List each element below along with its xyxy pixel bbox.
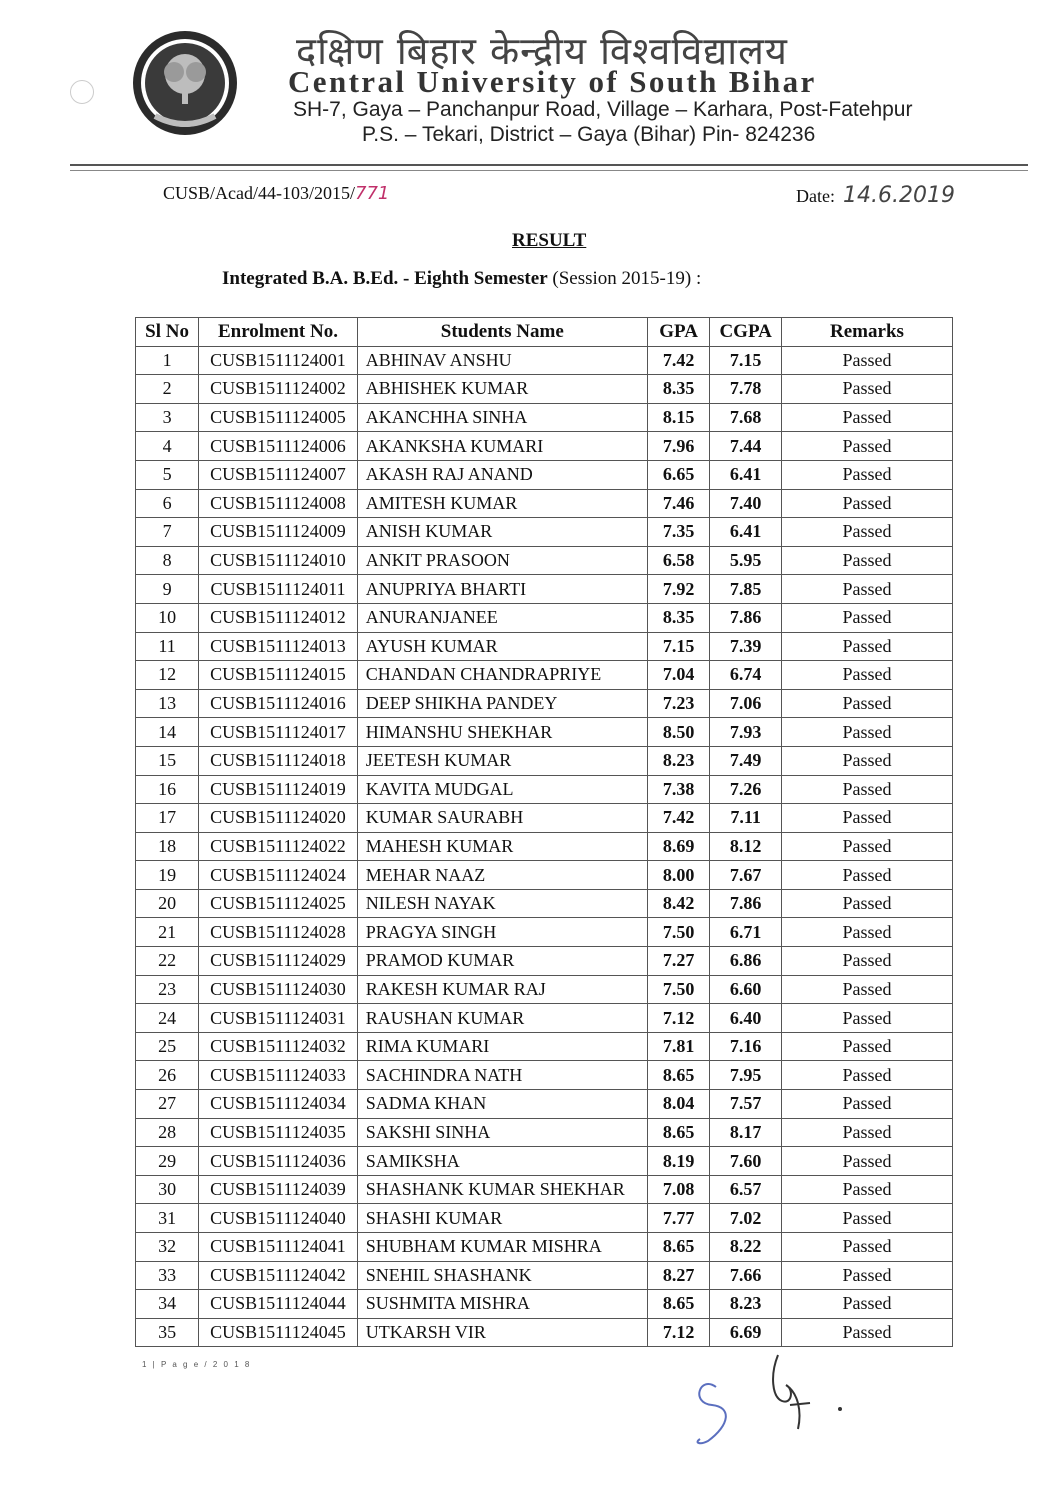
cgpa-cell: 7.86 [710,603,782,632]
table-row [136,1090,953,1119]
sl-no-cell: 21 [136,918,199,947]
date-value: 14.6.2019 [842,183,955,208]
enrolment-no-cell: CUSB1511124029 [199,947,358,976]
enrolment-no-cell: CUSB1511124044 [199,1290,358,1319]
table-row [136,546,953,575]
gpa-cell: 8.35 [647,375,710,404]
student-name-cell: SACHINDRA NATH [357,1061,647,1090]
gpa-cell: 8.00 [647,861,710,890]
gpa-cell: 6.65 [647,460,710,489]
remarks-cell: Passed [781,861,952,890]
gpa-cell: 7.35 [647,518,710,547]
enrolment-no-cell: CUSB1511124005 [199,403,358,432]
enrolment-no-cell: CUSB1511124025 [199,889,358,918]
cgpa-cell: 7.02 [710,1204,782,1233]
cgpa-cell: 7.44 [710,432,782,461]
punch-hole [70,80,94,104]
university-english-name: Central University of South Bihar [288,64,817,99]
cgpa-cell: 6.60 [710,975,782,1004]
student-name-cell: ABHINAV ANSHU [357,346,647,375]
table-row [136,1261,953,1290]
sl-no-cell: 26 [136,1061,199,1090]
cgpa-cell: 7.78 [710,375,782,404]
remarks-cell: Passed [781,1204,952,1233]
enrolment-no-cell: CUSB1511124022 [199,832,358,861]
student-name-cell: SHUBHAM KUMAR MISHRA [357,1233,647,1262]
table-row [136,1061,953,1090]
cgpa-cell: 7.86 [710,889,782,918]
sl-no-cell: 28 [136,1118,199,1147]
remarks-cell: Passed [781,489,952,518]
enrolment-no-cell: CUSB1511124015 [199,661,358,690]
gpa-cell: 7.92 [647,575,710,604]
student-name-cell: SADMA KHAN [357,1090,647,1119]
student-name-cell: SNEHIL SHASHANK [357,1261,647,1290]
sl-no-cell: 6 [136,489,199,518]
remarks-cell: Passed [781,1318,952,1347]
cgpa-cell: 7.85 [710,575,782,604]
gpa-cell: 8.15 [647,403,710,432]
gpa-cell: 8.50 [647,718,710,747]
student-name-cell: ANISH KUMAR [357,518,647,547]
sl-no-cell: 4 [136,432,199,461]
gpa-cell: 7.50 [647,975,710,1004]
cgpa-cell: 7.95 [710,1061,782,1090]
remarks-cell: Passed [781,1147,952,1176]
sl-no-cell: 13 [136,689,199,718]
remarks-cell: Passed [781,460,952,489]
sl-no-cell: 11 [136,632,199,661]
sl-no-cell: 30 [136,1175,199,1204]
sl-no-cell: 20 [136,889,199,918]
student-name-cell: SHASHI KUMAR [357,1204,647,1233]
student-name-cell: ABHISHEK KUMAR [357,375,647,404]
student-name-cell: MEHAR NAAZ [357,861,647,890]
enrolment-no-cell: CUSB1511124032 [199,1032,358,1061]
table-row [136,975,953,1004]
gpa-cell: 7.42 [647,804,710,833]
gpa-cell: 7.38 [647,775,710,804]
cgpa-cell: 7.15 [710,346,782,375]
student-name-cell: ANUPRIYA BHARTI [357,575,647,604]
enrolment-no-cell: CUSB1511124018 [199,746,358,775]
student-name-cell: SAMIKSHA [357,1147,647,1176]
enrolment-no-cell: CUSB1511124028 [199,918,358,947]
sl-no-cell: 3 [136,403,199,432]
student-name-cell: ANKIT PRASOON [357,546,647,575]
sl-no-cell: 17 [136,804,199,833]
enrolment-no-cell: CUSB1511124007 [199,460,358,489]
gpa-cell: 7.77 [647,1204,710,1233]
student-name-cell: ANURANJANEE [357,603,647,632]
table-row [136,518,953,547]
cgpa-cell: 6.69 [710,1318,782,1347]
sl-no-cell: 23 [136,975,199,1004]
table-row [136,775,953,804]
table-row [136,861,953,890]
remarks-cell: Passed [781,1290,952,1319]
header-divider [70,164,1028,171]
gpa-cell: 7.46 [647,489,710,518]
enrolment-no-cell: CUSB1511124006 [199,432,358,461]
student-name-cell: AMITESH KUMAR [357,489,647,518]
enrolment-no-cell: CUSB1511124024 [199,861,358,890]
student-name-cell: DEEP SHIKHA PANDEY [357,689,647,718]
remarks-cell: Passed [781,632,952,661]
table-row [136,746,953,775]
reference-number-text: CUSB/Acad/44-103/2015/ [163,183,355,203]
gpa-cell: 8.65 [647,1118,710,1147]
enrolment-no-cell: CUSB1511124008 [199,489,358,518]
remarks-cell: Passed [781,832,952,861]
header-enrolment-no: Enrolment No. [199,318,358,347]
table-row [136,689,953,718]
sl-no-cell: 1 [136,346,199,375]
gpa-cell: 8.27 [647,1261,710,1290]
student-name-cell: AKANCHHA SINHA [357,403,647,432]
remarks-cell: Passed [781,804,952,833]
gpa-cell: 8.19 [647,1147,710,1176]
sl-no-cell: 35 [136,1318,199,1347]
student-name-cell: RAKESH KUMAR RAJ [357,975,647,1004]
gpa-cell: 8.65 [647,1290,710,1319]
remarks-cell: Passed [781,661,952,690]
table-row [136,1204,953,1233]
remarks-cell: Passed [781,718,952,747]
signature-icon [670,1345,870,1455]
enrolment-no-cell: CUSB1511124041 [199,1233,358,1262]
remarks-cell: Passed [781,889,952,918]
student-name-cell: JEETESH KUMAR [357,746,647,775]
sl-no-cell: 5 [136,460,199,489]
remarks-cell: Passed [781,546,952,575]
cgpa-cell: 7.06 [710,689,782,718]
student-name-cell: CHANDAN CHANDRAPRIYE [357,661,647,690]
date-label: Date: [796,186,835,206]
remarks-cell: Passed [781,1004,952,1033]
address-line-2: P.S. – Tekari, District – Gaya (Bihar) Pin- 824236 [362,123,816,146]
header-gpa: GPA [647,318,710,347]
remarks-cell: Passed [781,1090,952,1119]
table-row [136,575,953,604]
remarks-cell: Passed [781,1175,952,1204]
gpa-cell: 7.50 [647,918,710,947]
table-row [136,460,953,489]
gpa-cell: 7.27 [647,947,710,976]
reference-number-handwritten: 771 [355,183,390,204]
cgpa-cell: 7.11 [710,804,782,833]
gpa-cell: 7.96 [647,432,710,461]
remarks-cell: Passed [781,947,952,976]
cgpa-cell: 8.23 [710,1290,782,1319]
table-row [136,432,953,461]
cgpa-cell: 7.66 [710,1261,782,1290]
header-student-name: Students Name [357,318,647,347]
cgpa-cell: 6.86 [710,947,782,976]
enrolment-no-cell: CUSB1511124010 [199,546,358,575]
student-name-cell: HIMANSHU SHEKHAR [357,718,647,747]
enrolment-no-cell: CUSB1511124011 [199,575,358,604]
sl-no-cell: 34 [136,1290,199,1319]
reference-number [163,183,389,204]
table-row [136,918,953,947]
enrolment-no-cell: CUSB1511124039 [199,1175,358,1204]
sl-no-cell: 12 [136,661,199,690]
enrolment-no-cell: CUSB1511124042 [199,1261,358,1290]
sl-no-cell: 32 [136,1233,199,1262]
cgpa-cell: 7.40 [710,489,782,518]
enrolment-no-cell: CUSB1511124031 [199,1004,358,1033]
remarks-cell: Passed [781,1233,952,1262]
gpa-cell: 8.23 [647,746,710,775]
enrolment-no-cell: CUSB1511124034 [199,1090,358,1119]
enrolment-no-cell: CUSB1511124013 [199,632,358,661]
table-row [136,603,953,632]
sl-no-cell: 9 [136,575,199,604]
enrolment-no-cell: CUSB1511124009 [199,518,358,547]
table-row [136,1175,953,1204]
table-row [136,1233,953,1262]
cgpa-cell: 8.17 [710,1118,782,1147]
gpa-cell: 6.58 [647,546,710,575]
student-name-cell: PRAMOD KUMAR [357,947,647,976]
cgpa-cell: 7.93 [710,718,782,747]
remarks-cell: Passed [781,518,952,547]
remarks-cell: Passed [781,1261,952,1290]
sl-no-cell: 25 [136,1032,199,1061]
gpa-cell: 7.12 [647,1318,710,1347]
enrolment-no-cell: CUSB1511124036 [199,1147,358,1176]
gpa-cell: 8.69 [647,832,710,861]
gpa-cell: 7.08 [647,1175,710,1204]
student-name-cell: SAKSHI SINHA [357,1118,647,1147]
cgpa-cell: 5.95 [710,546,782,575]
table-row [136,804,953,833]
sl-no-cell: 7 [136,518,199,547]
student-name-cell: UTKARSH VIR [357,1318,647,1347]
remarks-cell: Passed [781,746,952,775]
remarks-cell: Passed [781,432,952,461]
cgpa-cell: 6.57 [710,1175,782,1204]
table-row [136,1318,953,1347]
page-footer: 1 | P a g e / 2 0 1 8 [142,1360,252,1369]
sl-no-cell: 14 [136,718,199,747]
student-name-cell: AKASH RAJ ANAND [357,460,647,489]
gpa-cell: 7.81 [647,1032,710,1061]
enrolment-no-cell: CUSB1511124016 [199,689,358,718]
remarks-cell: Passed [781,1032,952,1061]
enrolment-no-cell: CUSB1511124001 [199,346,358,375]
table-row [136,718,953,747]
student-name-cell: SUSHMITA MISHRA [357,1290,647,1319]
cgpa-cell: 7.67 [710,861,782,890]
gpa-cell: 7.23 [647,689,710,718]
document-date [796,183,955,208]
remarks-cell: Passed [781,346,952,375]
sl-no-cell: 31 [136,1204,199,1233]
remarks-cell: Passed [781,375,952,404]
student-name-cell: AKANKSHA KUMARI [357,432,647,461]
table-row [136,661,953,690]
header-sl-no: Sl No [136,318,199,347]
student-name-cell: MAHESH KUMAR [357,832,647,861]
gpa-cell: 8.04 [647,1090,710,1119]
cgpa-cell: 7.68 [710,403,782,432]
table-row [136,947,953,976]
remarks-cell: Passed [781,1061,952,1090]
enrolment-no-cell: CUSB1511124030 [199,975,358,1004]
gpa-cell: 8.35 [647,603,710,632]
student-name-cell: KUMAR SAURABH [357,804,647,833]
cgpa-cell: 7.49 [710,746,782,775]
cgpa-cell: 7.39 [710,632,782,661]
table-row [136,1032,953,1061]
enrolment-no-cell: CUSB1511124040 [199,1204,358,1233]
enrolment-no-cell: CUSB1511124033 [199,1061,358,1090]
gpa-cell: 7.15 [647,632,710,661]
header-remarks: Remarks [781,318,952,347]
sl-no-cell: 15 [136,746,199,775]
table-row [136,1118,953,1147]
result-table [135,317,953,1347]
cgpa-cell: 6.74 [710,661,782,690]
enrolment-no-cell: CUSB1511124020 [199,804,358,833]
student-name-cell: NILESH NAYAK [357,889,647,918]
sl-no-cell: 16 [136,775,199,804]
table-row [136,1290,953,1319]
sl-no-cell: 33 [136,1261,199,1290]
student-name-cell: RAUSHAN KUMAR [357,1004,647,1033]
document-subtitle [222,268,701,290]
enrolment-no-cell: CUSB1511124002 [199,375,358,404]
cgpa-cell: 8.22 [710,1233,782,1262]
enrolment-no-cell: CUSB1511124012 [199,603,358,632]
table-row [136,889,953,918]
enrolment-no-cell: CUSB1511124045 [199,1318,358,1347]
remarks-cell: Passed [781,689,952,718]
cgpa-cell: 8.12 [710,832,782,861]
address-line-1: SH-7, Gaya – Panchanpur Road, Village – Karhara, Post-Fatehpur [293,98,913,121]
subtitle-session: (Session 2015-19) : [547,268,702,289]
cgpa-cell: 6.71 [710,918,782,947]
cgpa-cell: 6.40 [710,1004,782,1033]
table-row [136,375,953,404]
enrolment-no-cell: CUSB1511124035 [199,1118,358,1147]
sl-no-cell: 19 [136,861,199,890]
sl-no-cell: 2 [136,375,199,404]
sl-no-cell: 18 [136,832,199,861]
gpa-cell: 7.42 [647,346,710,375]
gpa-cell: 7.12 [647,1004,710,1033]
table-header-row [136,318,953,347]
student-name-cell: SHASHANK KUMAR SHEKHAR [357,1175,647,1204]
enrolment-no-cell: CUSB1511124019 [199,775,358,804]
enrolment-no-cell: CUSB1511124017 [199,718,358,747]
gpa-cell: 7.04 [647,661,710,690]
sl-no-cell: 8 [136,546,199,575]
header-cgpa: CGPA [710,318,782,347]
student-name-cell: RIMA KUMARI [357,1032,647,1061]
sl-no-cell: 10 [136,603,199,632]
student-name-cell: PRAGYA SINGH [357,918,647,947]
subtitle-program: Integrated B.A. B.Ed. - Eighth Semester [222,268,548,289]
sl-no-cell: 27 [136,1090,199,1119]
gpa-cell: 8.65 [647,1061,710,1090]
remarks-cell: Passed [781,975,952,1004]
student-name-cell: KAVITA MUDGAL [357,775,647,804]
cgpa-cell: 7.26 [710,775,782,804]
remarks-cell: Passed [781,403,952,432]
remarks-cell: Passed [781,1118,952,1147]
student-name-cell: AYUSH KUMAR [357,632,647,661]
university-seal-icon [130,28,240,138]
university-hindi-name: दक्षिण बिहार केन्द्रीय विश्वविद्यालय [296,29,788,73]
cgpa-cell: 7.60 [710,1147,782,1176]
sl-no-cell: 22 [136,947,199,976]
cgpa-cell: 7.57 [710,1090,782,1119]
document-title: RESULT [512,230,587,251]
cgpa-cell: 7.16 [710,1032,782,1061]
gpa-cell: 8.65 [647,1233,710,1262]
table-row [136,1147,953,1176]
remarks-cell: Passed [781,603,952,632]
table-row [136,346,953,375]
sl-no-cell: 24 [136,1004,199,1033]
table-row [136,1004,953,1033]
cgpa-cell: 6.41 [710,518,782,547]
gpa-cell: 8.42 [647,889,710,918]
table-row [136,832,953,861]
remarks-cell: Passed [781,775,952,804]
cgpa-cell: 6.41 [710,460,782,489]
table-row [136,403,953,432]
sl-no-cell: 29 [136,1147,199,1176]
table-row [136,489,953,518]
remarks-cell: Passed [781,575,952,604]
remarks-cell: Passed [781,918,952,947]
table-row [136,632,953,661]
